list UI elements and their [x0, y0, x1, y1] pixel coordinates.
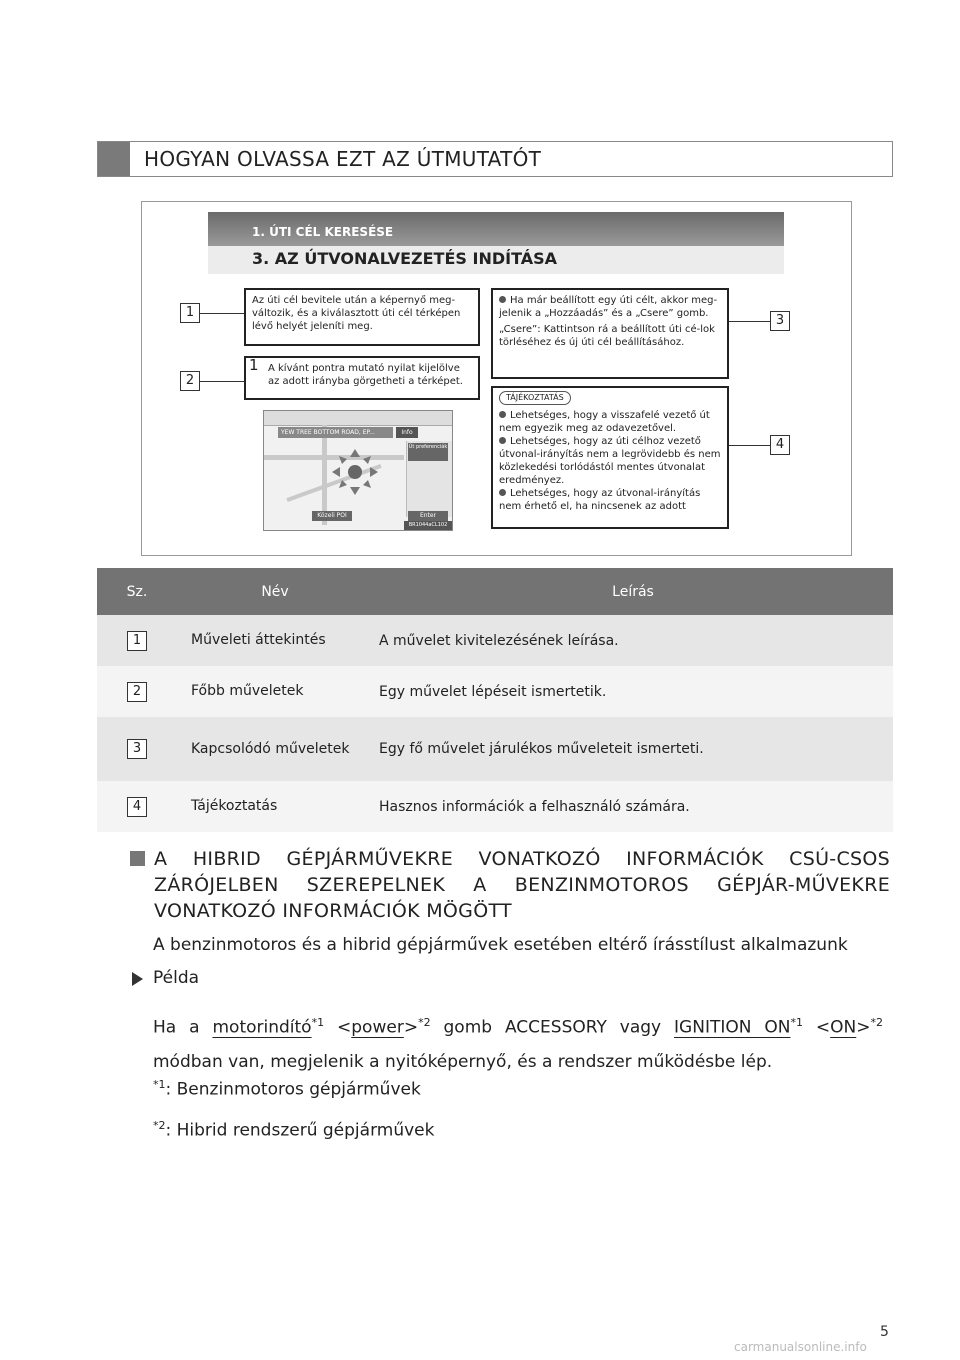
row-description: Egy fő művelet járulékos műveleteit ismerteti. [373, 717, 893, 781]
intro-paragraph: A benzinmotoros és a hibrid gépjárművek esetében eltérő írásstílust alkalmazunk [153, 935, 848, 955]
related-text-2: „Csere”: Kattintson rá a beállított úti cé-lok törléséhez és új úti cél beállításához. [499, 324, 715, 348]
on-term: ON [830, 1017, 857, 1038]
footnote-text: : Benzinmotoros gépjárművek [165, 1079, 421, 1100]
route-preferences-button: Út preferenciák [408, 443, 448, 461]
related-item-1 [499, 294, 721, 320]
info-text-1: Lehetséges, hogy a visszafelé vezető út nem egyezik meg az odavezetővel. [499, 410, 710, 434]
info-text-2: Lehetséges, hogy az úti célhoz vezető útvonal-irányítás nem a legrövidebb és nem közlekedési torlódástól mentes útvonalat eredményez. [499, 436, 721, 486]
map-toolbar [264, 411, 452, 426]
table-row [97, 781, 893, 832]
related-text-1: Ha már beállított egy úti célt, akkor meg-jelenik a „Hozzáadás” és a „Csere” gomb. [499, 295, 718, 319]
example-text: Ha a [153, 1017, 200, 1038]
enter-button: Enter [408, 511, 448, 521]
info-item-3 [499, 487, 721, 513]
map-road [322, 425, 327, 525]
row-name: Tájékoztatás [177, 781, 373, 832]
footnote-ref: *1 [790, 1016, 803, 1029]
figure-section-banner [208, 246, 784, 274]
table-header-row [97, 568, 893, 615]
example-label: Példa [153, 968, 200, 988]
callout-3: 3 [770, 311, 790, 331]
row-description: Egy művelet lépéseit ismertetik. [373, 666, 893, 717]
row-number: 1 [127, 631, 147, 651]
table-row [97, 615, 893, 666]
legend-table [97, 568, 893, 832]
example-text: módban van, megjelenik a nyitóképernyő, és a rendszer működésbe lép. [153, 1051, 773, 1072]
row-name: Főbb műveletek [177, 666, 373, 717]
callout-4-leader [729, 445, 770, 446]
example-text: gomb ACCESSORY vagy [443, 1017, 662, 1038]
bullet-icon [499, 437, 506, 444]
bullet-icon [499, 489, 506, 496]
nearby-poi-button: Közeli POI [312, 511, 352, 521]
footnote-text: : Hibrid rendszerű gépjárművek [165, 1120, 435, 1141]
footnote-2 [153, 1119, 434, 1141]
row-description: A művelet kivitelezésének leírása. [373, 615, 893, 666]
footnote-mark: *1 [153, 1078, 166, 1091]
figure-chapter-title: 1. ÚTI CÉL KERESÉSE [252, 225, 394, 239]
callout-3-leader [729, 321, 770, 322]
page-number: 5 [880, 1324, 889, 1340]
footnote-1 [153, 1078, 421, 1100]
col-header-number: Sz. [97, 568, 177, 615]
col-header-name: Név [177, 568, 373, 615]
footnote-ref: *2 [870, 1016, 884, 1029]
main-operation-box [244, 356, 480, 400]
row-number: 3 [127, 739, 147, 759]
watermark: carmanualsonline.info [734, 1340, 867, 1354]
power-term: power [351, 1017, 404, 1038]
map-address-bar: YEW TREE BOTTOM ROAD, EP... [278, 427, 393, 438]
step-number: 1 [249, 356, 259, 374]
related-operations-box [491, 288, 729, 379]
footnote-ref: *1 [311, 1016, 325, 1029]
information-tag: TÁJÉKOZTATÁS [499, 391, 571, 405]
info-text-3: Lehetséges, hogy az útvonal-irányítás nem érhető el, ha nincsenek az adott [499, 488, 701, 512]
subsection-heading: A HIBRID GÉPJÁRMŰVEKRE VONATKOZÓ INFORMÁCIÓK CSÚ-CSOS ZÁRÓJELBEN SZEREPELNEK A BENZINMOTOROS GÉPJÁR-MŰVEKRE VONATKOZÓ INFORMÁCIÓK MÖGÖTT [154, 848, 890, 922]
col-header-description: Leírás [373, 568, 893, 615]
row-number: 2 [127, 682, 147, 702]
row-description: Hasznos információk a felhasználó számára. [373, 781, 893, 832]
row-number-cell [97, 615, 177, 666]
row-number-cell [97, 717, 177, 781]
scroll-arrows-icon [330, 447, 380, 497]
navigation-map-screenshot [263, 410, 453, 531]
bullet-icon [499, 296, 506, 303]
row-name: Kapcsolódó műveletek [177, 717, 373, 781]
section-square-icon [130, 851, 145, 866]
overview-box [244, 288, 480, 346]
image-code: BR1044aCL102 [404, 521, 452, 530]
information-box [491, 386, 729, 529]
callout-1-leader [200, 313, 244, 314]
row-name: Műveleti áttekintés [177, 615, 373, 666]
callout-1: 1 [180, 303, 200, 323]
ignition-on-term: IGNITION ON [674, 1017, 791, 1038]
table-row [97, 717, 893, 781]
callout-2-leader [200, 381, 244, 382]
subsection [130, 846, 890, 924]
row-number-cell [97, 781, 177, 832]
table-row [97, 666, 893, 717]
callout-2: 2 [180, 371, 200, 391]
main-operation-text: A kívánt pontra mutató nyilat kijelölve az adott irányba görgetheti a térképet. [268, 363, 463, 387]
footnote-mark: *2 [153, 1119, 166, 1132]
row-number: 4 [127, 797, 147, 817]
figure-chapter-banner [208, 212, 784, 246]
header-tab-marker [98, 142, 130, 176]
figure-section-title: 3. AZ ÚTVONALVEZETÉS INDÍTÁSA [252, 249, 558, 268]
section-title: HOGYAN OLVASSA EZT AZ ÚTMUTATÓT [144, 147, 542, 171]
info-item-2 [499, 435, 721, 487]
info-item-1 [499, 409, 721, 435]
map-info-button: Info [396, 427, 418, 438]
bullet-icon [499, 411, 506, 418]
footnote-ref: *2 [418, 1016, 431, 1029]
row-number-cell [97, 666, 177, 717]
triangle-bullet-icon [132, 972, 143, 986]
overview-text: Az úti cél bevitele után a képernyő meg-változik, és a kiválasztott úti cél térképen lévő helyét jeleníti meg. [252, 295, 461, 332]
section-header-bar [97, 141, 893, 177]
callout-4: 4 [770, 435, 790, 455]
example-paragraph: Ha a motorindító$^{*1}$ <power>$^{*2}$ gomb ACCESSORY vagy IGNITION $ON^{*1} <ON>^{*2}$ módban van, megjelenik a nyitóképernyő, és a rendszer működésbe lép. [153, 1016, 884, 1072]
motor-starter-term: motorindító [212, 1017, 312, 1038]
